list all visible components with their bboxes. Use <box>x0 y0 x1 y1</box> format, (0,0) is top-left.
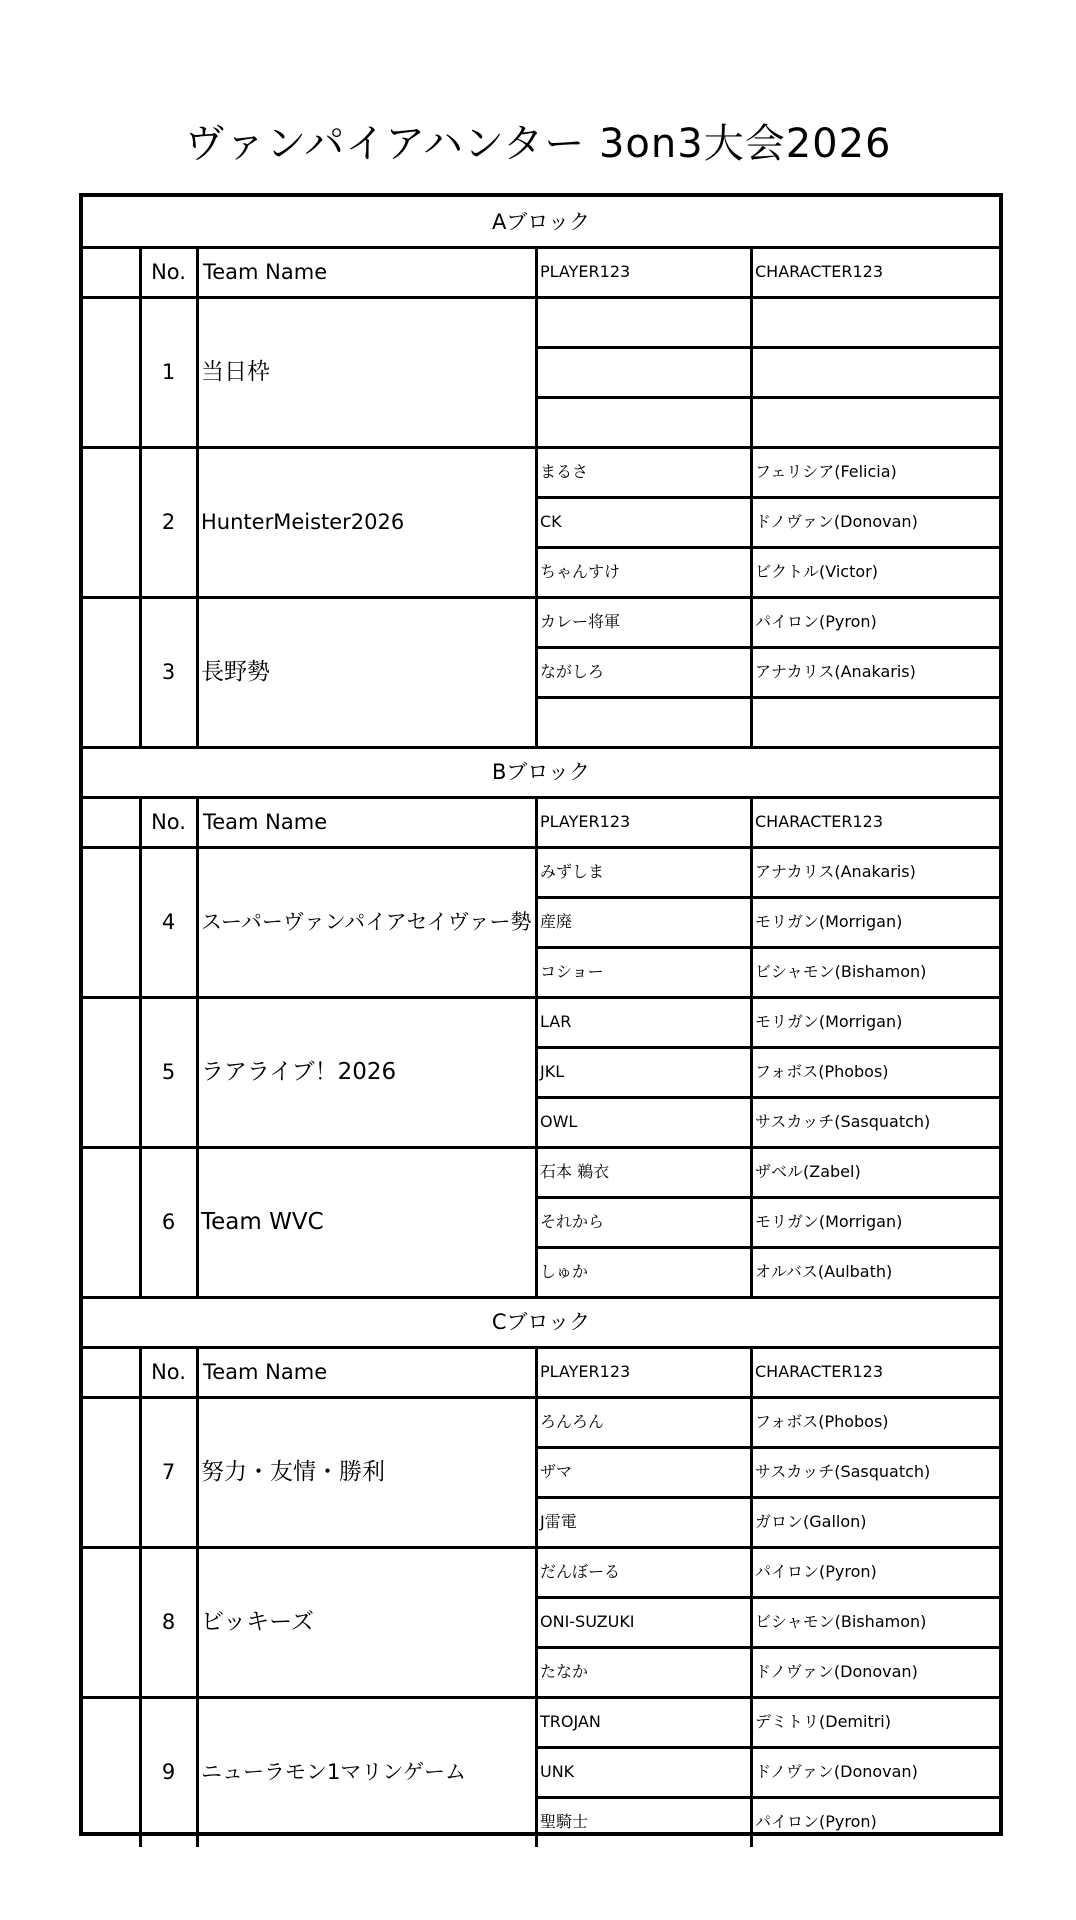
team-name: HunterMeister2026 <box>201 510 405 534</box>
player-name <box>536 397 751 447</box>
player-name: ザマ <box>540 1462 573 1481</box>
player-name: LAR <box>540 1012 572 1031</box>
team-number: 4 <box>161 910 176 934</box>
column-header-player: PLAYER123 <box>540 262 631 281</box>
column-header-no: No. <box>151 1360 186 1384</box>
column-divider <box>750 246 753 747</box>
character-name: モリガン(Morrigan) <box>755 1212 903 1231</box>
character-name: フォボス(Phobos) <box>755 1062 889 1081</box>
team-number: 2 <box>161 510 176 534</box>
character-name: パイロン(Pyron) <box>755 1562 877 1581</box>
page-title: ヴァンパイアハンター 3on3大会2026 <box>184 121 892 167</box>
character-name: ザベル(Zabel) <box>755 1162 861 1181</box>
character-name: サスカッチ(Sasquatch) <box>755 1462 931 1481</box>
player-name: 産廃 <box>540 912 573 931</box>
column-header-no: No. <box>151 260 186 284</box>
character-name: パイロン(Pyron) <box>755 1812 877 1831</box>
team-number: 7 <box>161 1460 176 1484</box>
character-name: ガロン(Gallon) <box>755 1512 867 1531</box>
column-divider <box>535 796 538 1297</box>
player-name: カレー将軍 <box>540 612 621 631</box>
team-name: ラアライブ！2026 <box>201 1059 397 1085</box>
player-name: TROJAN <box>540 1712 601 1731</box>
column-divider <box>196 1346 199 1847</box>
player-name: ろんろん <box>540 1412 605 1431</box>
character-name: モリガン(Morrigan) <box>755 1012 903 1031</box>
character-name <box>751 347 999 397</box>
team-name: スーパーヴァンパイアセイヴァー勢 <box>201 910 532 934</box>
character-name: ドノヴァン(Donovan) <box>755 512 918 531</box>
team-number: 5 <box>161 1060 176 1084</box>
column-divider <box>139 246 142 747</box>
player-name <box>536 697 751 747</box>
character-name: デミトリ(Demitri) <box>755 1712 891 1731</box>
player-name: ながしろ <box>540 662 605 681</box>
player-name: コショー <box>540 962 604 981</box>
character-name: モリガン(Morrigan) <box>755 912 903 931</box>
player-name <box>536 297 751 347</box>
player-name: OWL <box>540 1112 578 1131</box>
player-name: 聖騎士 <box>540 1812 589 1831</box>
column-divider <box>139 1346 142 1847</box>
character-name: フェリシア(Felicia) <box>755 462 897 481</box>
column-header-no: No. <box>151 810 186 834</box>
team-name: 当日枠 <box>201 359 270 385</box>
player-name: JKL <box>540 1062 565 1081</box>
player-name: 石本 鵜衣 <box>540 1162 610 1181</box>
character-name: ビシャモン(Bishamon) <box>755 962 927 981</box>
block-header: Aブロック <box>492 210 590 234</box>
team-number: 1 <box>161 360 176 384</box>
character-name <box>751 697 999 747</box>
character-name: ドノヴァン(Donovan) <box>755 1662 918 1681</box>
character-name: パイロン(Pyron) <box>755 612 877 631</box>
team-number: 8 <box>161 1610 176 1634</box>
column-divider <box>750 1346 753 1847</box>
team-number: 9 <box>161 1760 176 1784</box>
character-name <box>751 397 999 447</box>
team-name: Team WVC <box>201 1209 324 1235</box>
player-name: CK <box>540 512 562 531</box>
player-name <box>536 347 751 397</box>
column-header-player: PLAYER123 <box>540 812 631 831</box>
column-header-character: CHARACTER123 <box>755 812 883 831</box>
column-header-team: Team Name <box>203 1360 328 1384</box>
character-name: ドノヴァン(Donovan) <box>755 1762 918 1781</box>
player-name: たなか <box>540 1662 589 1681</box>
character-name: ビシャモン(Bishamon) <box>755 1612 927 1631</box>
player-name: みずしま <box>540 862 605 881</box>
column-header-character: CHARACTER123 <box>755 262 883 281</box>
block-header: Cブロック <box>491 1310 591 1334</box>
team-number: 3 <box>161 660 176 684</box>
tournament-table <box>79 193 1003 1836</box>
character-name: ビクトル(Victor) <box>755 562 878 581</box>
character-name <box>751 297 999 347</box>
column-header-team: Team Name <box>203 260 328 284</box>
column-header-team: Team Name <box>203 810 328 834</box>
team-number: 6 <box>161 1210 176 1234</box>
character-name: オルバス(Aulbath) <box>755 1262 893 1281</box>
player-name: ちゃんすけ <box>540 562 621 581</box>
player-name: だんぼーる <box>540 1562 621 1581</box>
column-divider <box>750 796 753 1297</box>
column-divider <box>535 1346 538 1847</box>
team-name: 努力・友情・勝利 <box>201 1459 385 1485</box>
player-name: J雷電 <box>540 1512 577 1531</box>
player-name: しゅか <box>540 1262 589 1281</box>
column-header-character: CHARACTER123 <box>755 1362 883 1381</box>
team-name: ニューラモン1マリンゲーム <box>201 1760 466 1784</box>
character-name: アナカリス(Anakaris) <box>755 662 916 681</box>
player-name: ONI-SUZUKI <box>540 1612 635 1631</box>
player-name: UNK <box>540 1762 575 1781</box>
team-name: ビッキーズ <box>201 1609 314 1635</box>
player-name: まるさ <box>540 462 589 481</box>
column-divider <box>196 246 199 747</box>
character-name: アナカリス(Anakaris) <box>755 862 916 881</box>
column-header-player: PLAYER123 <box>540 1362 631 1381</box>
character-name: フォボス(Phobos) <box>755 1412 889 1431</box>
character-name: サスカッチ(Sasquatch) <box>755 1112 931 1131</box>
player-name: それから <box>540 1212 605 1231</box>
column-divider <box>196 796 199 1297</box>
team-name: 長野勢 <box>201 659 270 685</box>
column-divider <box>535 246 538 747</box>
block-header: Bブロック <box>492 760 590 784</box>
column-divider <box>139 796 142 1297</box>
